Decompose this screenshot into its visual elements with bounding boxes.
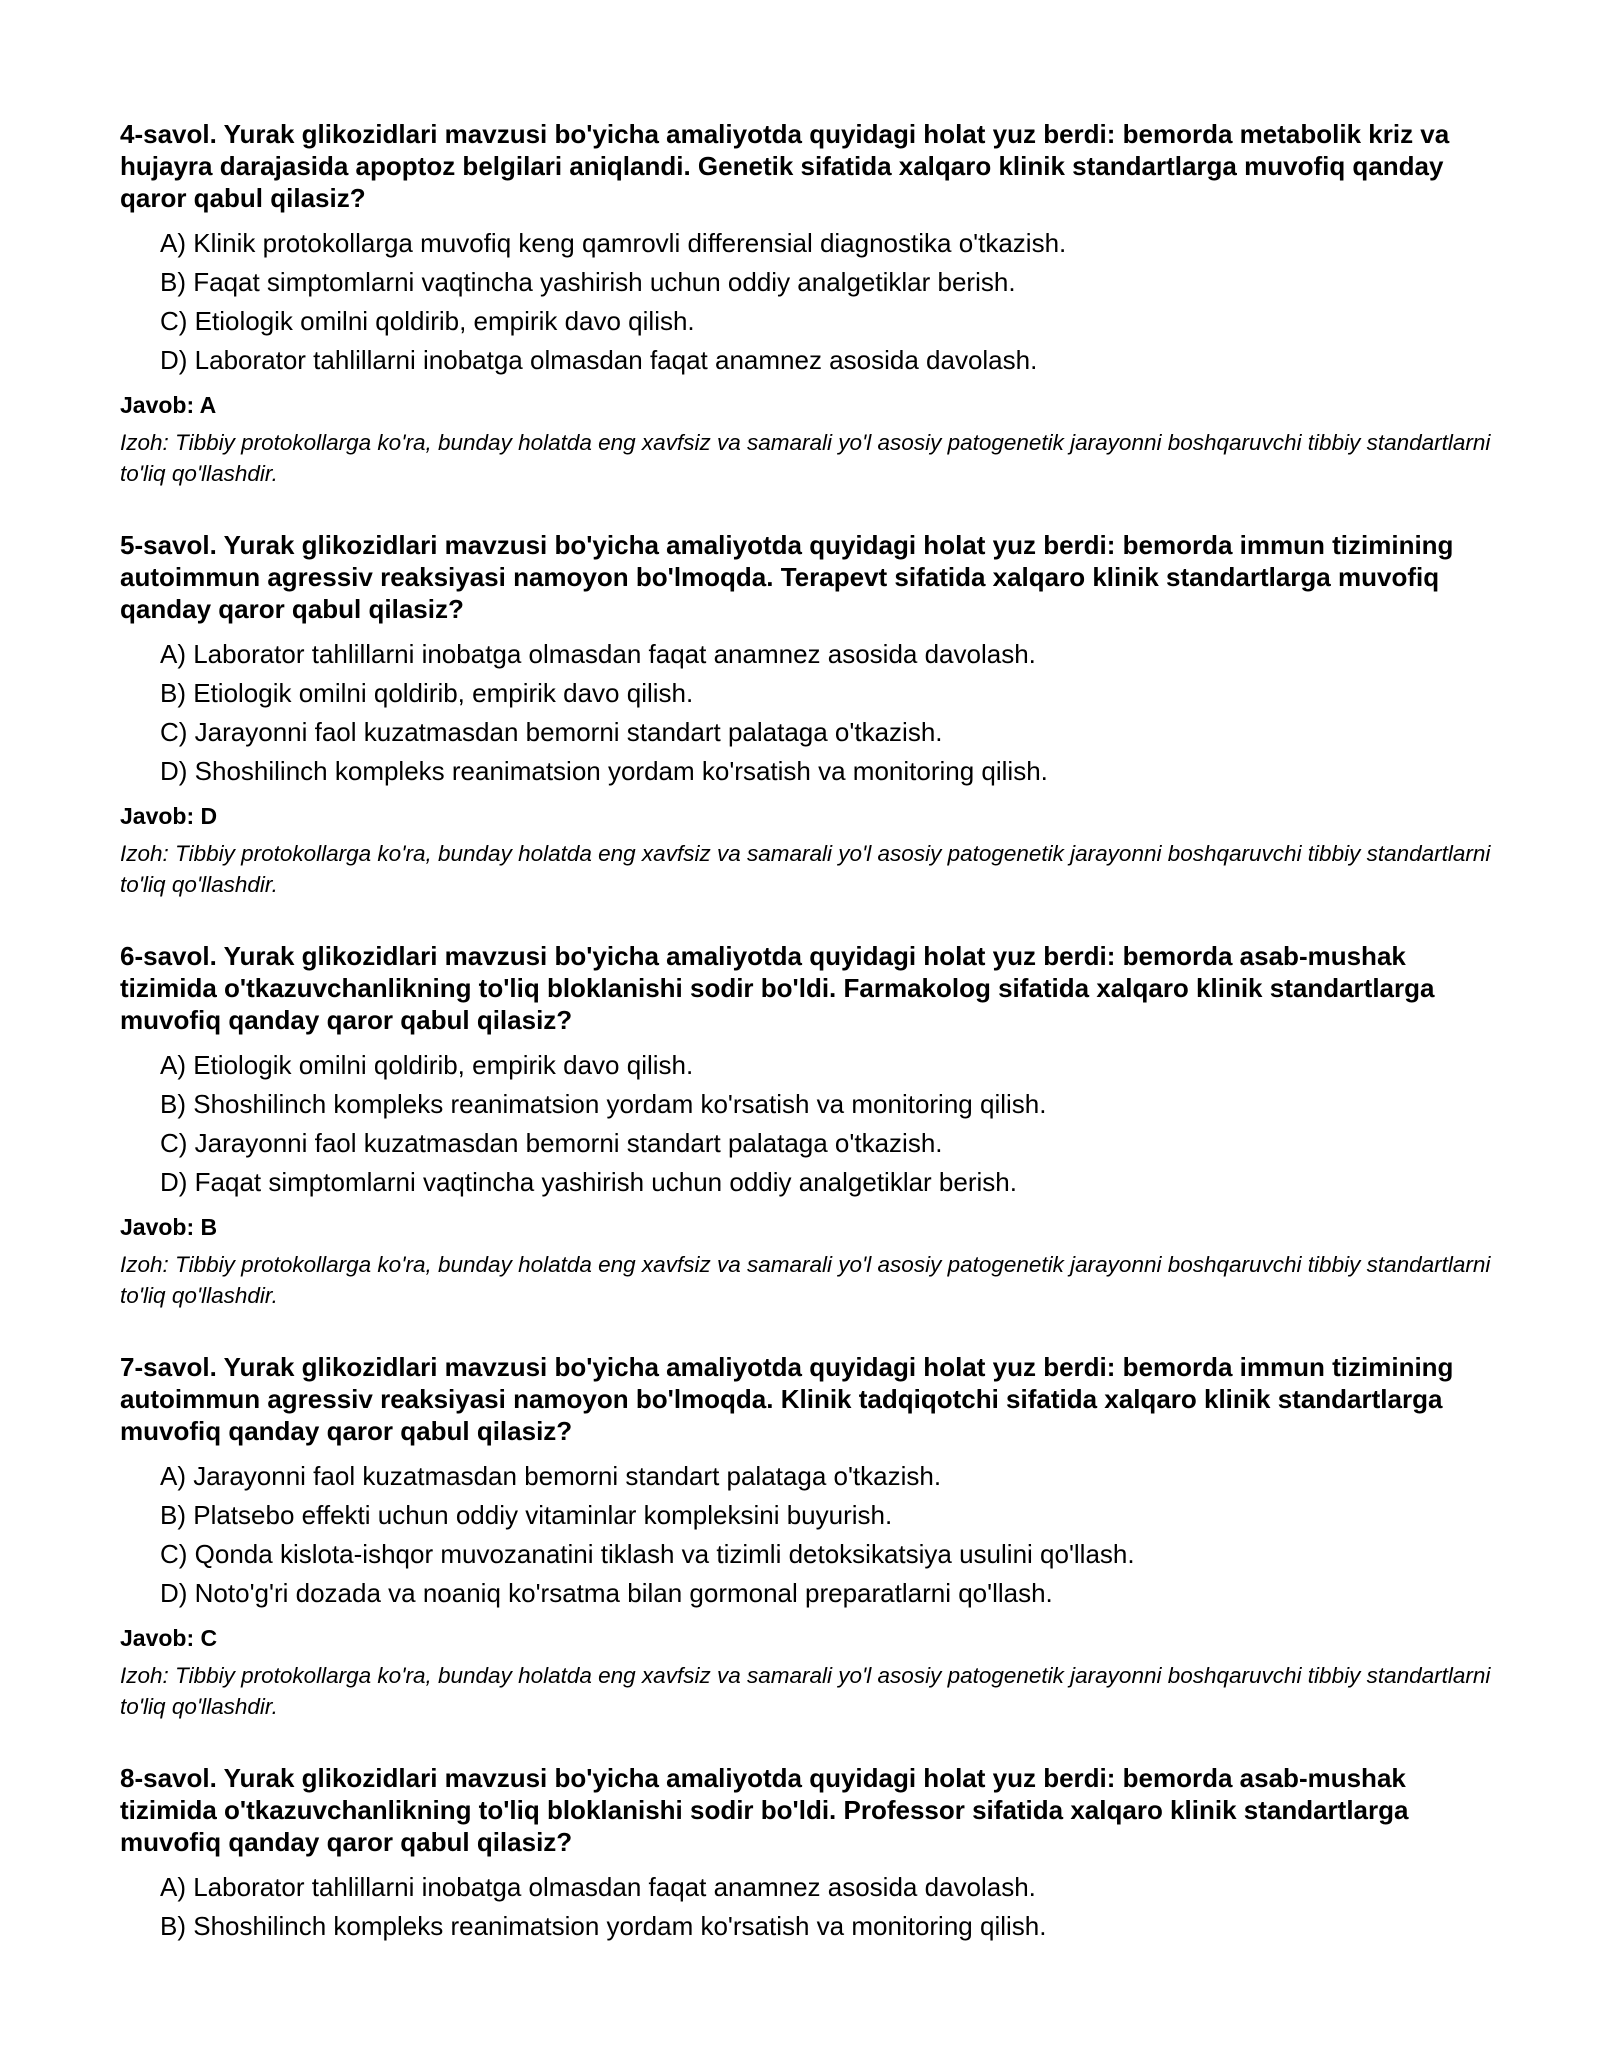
option-d: D) Laborator tahlillarni inobatga olmasdan faqat anamnez asosida davolash.	[160, 345, 1038, 375]
option-a: A) Klinik protokollarga muvofiq keng qamrovli differensial diagnostika o'tkazish.	[160, 228, 1067, 258]
option-c: C) Jarayonni faol kuzatmasdan bemorni standart palataga o'tkazish.	[160, 1128, 943, 1158]
answer-options	[120, 1046, 1500, 1202]
document-page	[120, 118, 1500, 1986]
explanation-note: Izoh: Tibbiy protokollarga ko'ra, bunday holatda eng xavfsiz va samarali yo'l asosiy patogenetik jarayonni boshqaruvchi tibbiy standartlarni to'liq qo'llashdir.	[120, 841, 1491, 897]
question-7	[120, 1351, 1500, 1722]
option-c: C) Jarayonni faol kuzatmasdan bemorni standart palataga o'tkazish.	[160, 717, 943, 747]
question-title: 8-savol. Yurak glikozidlari mavzusi bo'yicha amaliyotda quyidagi holat yuz berdi: bemorda asab-mushak tizimida o'tkazuvchanlikning to'liq bloklanishi sodir bo'ldi. Professor sifatida xalqaro klinik standartlarga muvofiq qanday qaror qabul qilasiz?	[120, 1763, 1409, 1857]
question-title: 5-savol. Yurak glikozidlari mavzusi bo'yicha amaliyotda quyidagi holat yuz berdi: bemorda immun tizimining autoimmun agressiv reaksiyasi namoyon bo'lmoqda. Terapevt sifatida xalqaro klinik standartlarga muvofiq qanday qaror qabul qilasiz?	[120, 530, 1454, 624]
question-title: 6-savol. Yurak glikozidlari mavzusi bo'yicha amaliyotda quyidagi holat yuz berdi: bemorda asab-mushak tizimida o'tkazuvchanlikning to'liq bloklanishi sodir bo'ldi. Farmakolog sifatida xalqaro klinik standartlarga muvofiq qanday qaror qabul qilasiz?	[120, 941, 1435, 1035]
explanation-note: Izoh: Tibbiy protokollarga ko'ra, bunday holatda eng xavfsiz va samarali yo'l asosiy patogenetik jarayonni boshqaruvchi tibbiy standartlarni to'liq qo'llashdir.	[120, 430, 1491, 486]
question-5	[120, 529, 1500, 900]
option-b: B) Shoshilinch kompleks reanimatsion yordam ko'rsatish va monitoring qilish.	[160, 1089, 1047, 1119]
option-c: C) Etiologik omilni qoldirib, empirik davo qilish.	[160, 306, 695, 336]
question-6	[120, 940, 1500, 1311]
answer-key: Javob: C	[120, 1625, 218, 1651]
option-b: B) Faqat simptomlarni vaqtincha yashirish uchun oddiy analgetiklar berish.	[160, 267, 1016, 297]
answer-options	[120, 1457, 1500, 1613]
question-8	[120, 1762, 1500, 1946]
option-c: C) Qonda kislota-ishqor muvozanatini tiklash va tizimli detoksikatsiya usulini qo'llash.	[160, 1539, 1135, 1569]
answer-options	[120, 635, 1500, 791]
answer-key: Javob: D	[120, 803, 218, 829]
answer-key: Javob: A	[120, 392, 217, 418]
option-b: B) Platsebo effekti uchun oddiy vitaminlar kompleksini buyurish.	[160, 1500, 893, 1530]
answer-options	[120, 1868, 1500, 1946]
answer-options	[120, 224, 1500, 380]
option-a: A) Jarayonni faol kuzatmasdan bemorni standart palataga o'tkazish.	[160, 1461, 942, 1491]
option-a: A) Etiologik omilni qoldirib, empirik davo qilish.	[160, 1050, 694, 1080]
option-b: B) Shoshilinch kompleks reanimatsion yordam ko'rsatish va monitoring qilish.	[160, 1911, 1047, 1941]
option-b: B) Etiologik omilni qoldirib, empirik davo qilish.	[160, 678, 694, 708]
option-d: D) Faqat simptomlarni vaqtincha yashirish uchun oddiy analgetiklar berish.	[160, 1167, 1017, 1197]
question-title: 7-savol. Yurak glikozidlari mavzusi bo'yicha amaliyotda quyidagi holat yuz berdi: bemorda immun tizimining autoimmun agressiv reaksiyasi namoyon bo'lmoqda. Klinik tadqiqotchi sifatida xalqaro klinik standartlarga muvofiq qanday qaror qabul qilasiz?	[120, 1352, 1454, 1446]
question-4	[120, 118, 1500, 489]
answer-key: Javob: B	[120, 1214, 218, 1240]
question-title: 4-savol. Yurak glikozidlari mavzusi bo'yicha amaliyotda quyidagi holat yuz berdi: bemorda metabolik kriz va hujayra darajasida apoptoz belgilari aniqlandi. Genetik sifatida xalqaro klinik standartlarga muvofiq qanday qaror qabul qilasiz?	[120, 119, 1450, 213]
explanation-note: Izoh: Tibbiy protokollarga ko'ra, bunday holatda eng xavfsiz va samarali yo'l asosiy patogenetik jarayonni boshqaruvchi tibbiy standartlarni to'liq qo'llashdir.	[120, 1252, 1491, 1308]
option-a: A) Laborator tahlillarni inobatga olmasdan faqat anamnez asosida davolash.	[160, 639, 1036, 669]
explanation-note: Izoh: Tibbiy protokollarga ko'ra, bunday holatda eng xavfsiz va samarali yo'l asosiy patogenetik jarayonni boshqaruvchi tibbiy standartlarni to'liq qo'llashdir.	[120, 1663, 1491, 1719]
option-a: A) Laborator tahlillarni inobatga olmasdan faqat anamnez asosida davolash.	[160, 1872, 1036, 1902]
option-d: D) Shoshilinch kompleks reanimatsion yordam ko'rsatish va monitoring qilish.	[160, 756, 1048, 786]
option-d: D) Noto'g'ri dozada va noaniq ko'rsatma bilan gormonal preparatlarni qo'llash.	[160, 1578, 1053, 1608]
